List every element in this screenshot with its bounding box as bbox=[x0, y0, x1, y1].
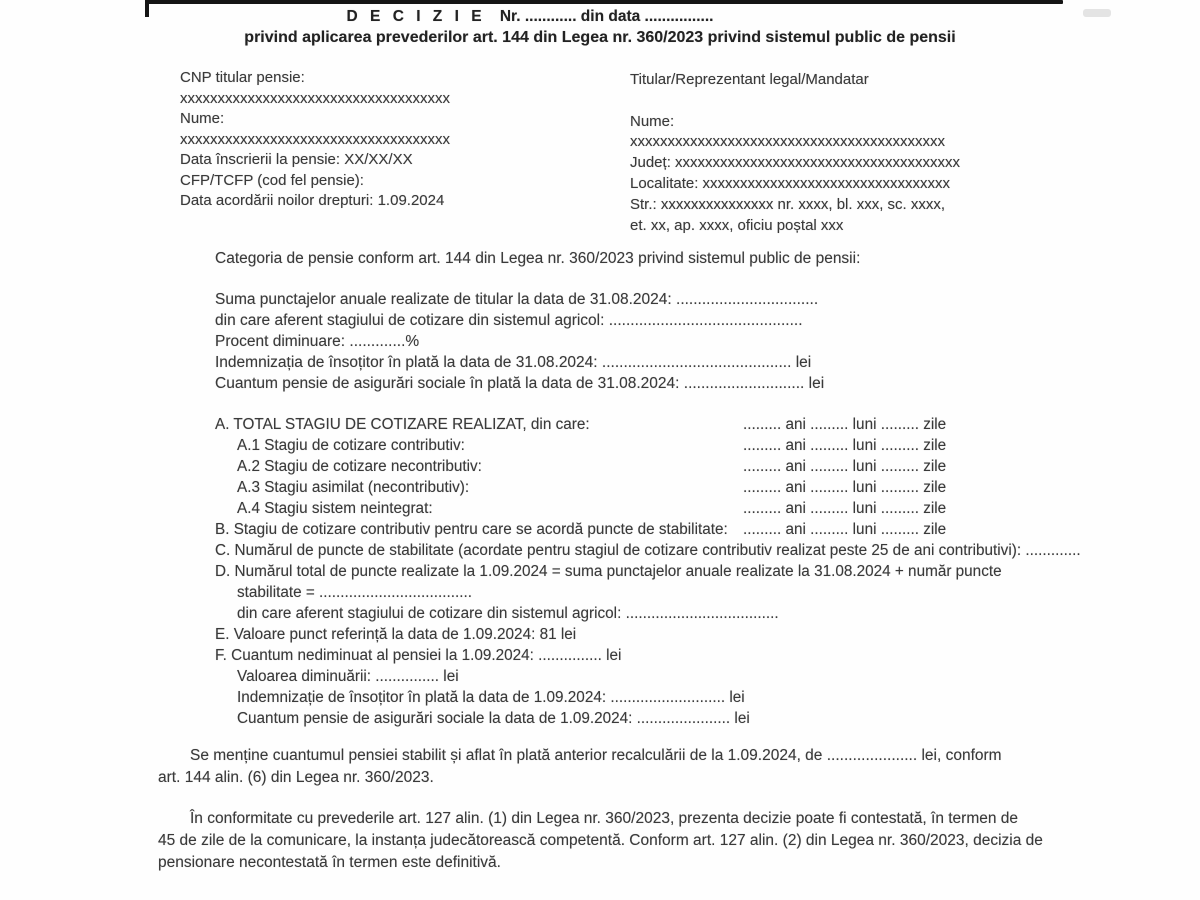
cfp-code-line: CFP/TCFP (cod fel pensie): bbox=[180, 171, 364, 189]
paragraph-line: art. 144 alin. (6) din Legea nr. 360/2023. bbox=[158, 769, 434, 786]
stagiu-row-b bbox=[215, 519, 957, 540]
cnp-label: CNP titular pensie: bbox=[180, 69, 305, 86]
stagiu-row-a2 bbox=[215, 456, 957, 477]
annual-points-line: Suma punctajelor anuale realizate de titular la data de 31.08.2024: ................................. bbox=[215, 291, 819, 308]
contribution-period-section bbox=[215, 414, 1081, 729]
stagiu-row-label: A.1 Stagiu de cotizare contributiv: bbox=[237, 437, 465, 454]
stagiu-row-units: ......... ani ......... luni ......... zile bbox=[743, 500, 947, 517]
scan-smudge-artifact bbox=[1083, 9, 1111, 17]
stagiu-row-a1 bbox=[215, 435, 957, 456]
stagiu-row-units: ......... ani ......... luni ......... zile bbox=[743, 458, 947, 475]
points-summary-block bbox=[215, 289, 824, 394]
stagiu-row-label: A.4 Stagiu sistem neintegrat: bbox=[237, 500, 433, 517]
county-line: Județ: xxxxxxxxxxxxxxxxxxxxxxxxxxxxxxxxxxxxxx bbox=[630, 154, 961, 172]
name-value-placeholder: xxxxxxxxxxxxxxxxxxxxxxxxxxxxxxxxxxxx bbox=[180, 130, 450, 148]
street-line: Str.: xxxxxxxxxxxxxxx nr. xxxx, bl. xxx, sc. xxxx, bbox=[630, 195, 946, 213]
new-rights-date-line: Data acordării noilor drepturi: 1.09.2024 bbox=[180, 192, 445, 209]
stagiu-row-a4 bbox=[215, 498, 957, 519]
stagiu-row-total bbox=[215, 414, 957, 435]
rep-name-label: Nume: bbox=[630, 112, 675, 130]
agricultural-share-line: din care aferent stagiului de cotizare din sistemul agricol: .................................... bbox=[237, 605, 779, 622]
title-number-date: Nr. ............ din data ................ bbox=[499, 8, 714, 25]
cnp-value-placeholder: xxxxxxxxxxxxxxxxxxxxxxxxxxxxxxxxxxxx bbox=[180, 89, 450, 107]
appeal-rights-paragraph bbox=[158, 808, 1068, 874]
spacer bbox=[630, 91, 960, 112]
stagiu-row-a3 bbox=[215, 477, 957, 498]
scan-edge-artifact-top bbox=[145, 0, 1063, 4]
name-label: Nume: bbox=[180, 110, 225, 127]
reference-point-value-line: E. Valoare punct referință la data de 1.09.2024: 81 lei bbox=[215, 626, 577, 643]
caregiver-allowance-line: Indemnizația de însoțitor în plată la data de 31.08.2024: ............................................ lei bbox=[215, 354, 812, 371]
street-line-2: et. xx, ap. xxxx, oficiu poștal xxx bbox=[630, 216, 844, 234]
pension-holder-details bbox=[180, 68, 450, 212]
paragraph-line: 45 de zile de la comunicare, la instanța judecătorească competentă. Conform art. 127 alin. (2) din Legea nr. 360/2023, decizia de bbox=[158, 832, 1043, 849]
paragraph-line: În conformitate cu prevederile art. 127 alin. (1) din Legea nr. 360/2023, prezenta decizie poate fi contestată, în termen de bbox=[190, 810, 1019, 827]
stagiu-row-label: B. Stagiu de cotizare contributiv pentru care se acordă puncte de stabilitate: bbox=[215, 521, 728, 538]
stability-points-line: C. Numărul de puncte de stabilitate (acordate pentru stagiul de cotizare contributiv realizat peste 25 de ani contributivi): ............. bbox=[215, 542, 1081, 559]
undiminished-amount-line: F. Cuantum nediminuat al pensiei la 1.09.2024: ............... lei bbox=[215, 647, 622, 664]
current-pension-amount-line: Cuantum pensie de asigurări sociale în plată la data de 31.08.2024: ............................ lei bbox=[215, 375, 825, 392]
stagiu-row-units: ......... ani ......... luni ......... zile bbox=[743, 437, 947, 454]
representative-details bbox=[630, 70, 960, 236]
paragraph-line: Se menține cuantumul pensiei stabilit și aflat în plată anterior recalculării de la 1.09.2024, de ..................... lei, conform bbox=[190, 747, 1002, 764]
stagiu-row-label: A.3 Stagiu asimilat (necontributiv): bbox=[237, 479, 470, 496]
title-decizie: D E C I Z I E bbox=[346, 8, 486, 25]
stagiu-row-label: A.2 Stagiu de cotizare necontributiv: bbox=[237, 458, 482, 475]
representative-heading: Titular/Reprezentant legal/Mandatar bbox=[630, 71, 869, 88]
agricultural-points-line: din care aferent stagiului de cotizare din sistemul agricol: ............................................. bbox=[215, 312, 803, 329]
reduction-percent-line: Procent diminuare: .............% bbox=[215, 333, 420, 350]
maintained-amount-paragraph bbox=[158, 745, 1068, 789]
locality-line: Localitate: xxxxxxxxxxxxxxxxxxxxxxxxxxxxxxxxx bbox=[630, 174, 951, 192]
total-points-line: D. Numărul total de puncte realizate la 1.09.2024 = suma punctajelor anuale realizate la 31.08.2024 + număr puncte bbox=[215, 563, 1002, 580]
enrollment-date-line: Data înscrierii la pensie: XX/XX/XX bbox=[180, 151, 413, 168]
caregiver-allowance-new-line: Indemnizație de însoțitor în plată la data de 1.09.2024: ........................... lei bbox=[237, 689, 745, 706]
stagiu-row-units: ......... ani ......... luni ......... zile bbox=[743, 416, 947, 433]
rep-name-value-placeholder: xxxxxxxxxxxxxxxxxxxxxxxxxxxxxxxxxxxxxxxxxx bbox=[630, 133, 945, 151]
document-subtitle: privind aplicarea prevederilor art. 144 din Legea nr. 360/2023 privind sistemul public de pensii bbox=[244, 29, 956, 46]
social-insurance-pension-new-line: Cuantum pensie de asigurări sociale la data de 1.09.2024: ...................... lei bbox=[237, 710, 750, 727]
document-title bbox=[0, 8, 1060, 26]
pension-category-line: Categoria de pensie conform art. 144 din Legea nr. 360/2023 privind sistemul public de pensii: bbox=[215, 250, 861, 267]
paragraph-line: pensionare necontestată în termen este definitivă. bbox=[158, 854, 501, 871]
stagiu-row-label: A. TOTAL STAGIU DE COTIZARE REALIZAT, din care: bbox=[215, 416, 590, 433]
total-points-value-line: stabilitate = .................................... bbox=[237, 584, 473, 601]
stagiu-row-units: ......... ani ......... luni ......... zile bbox=[743, 479, 947, 496]
stagiu-row-units: ......... ani ......... luni ......... zile bbox=[743, 521, 947, 538]
reduction-value-line: Valoarea diminuării: ............... lei bbox=[237, 668, 459, 685]
